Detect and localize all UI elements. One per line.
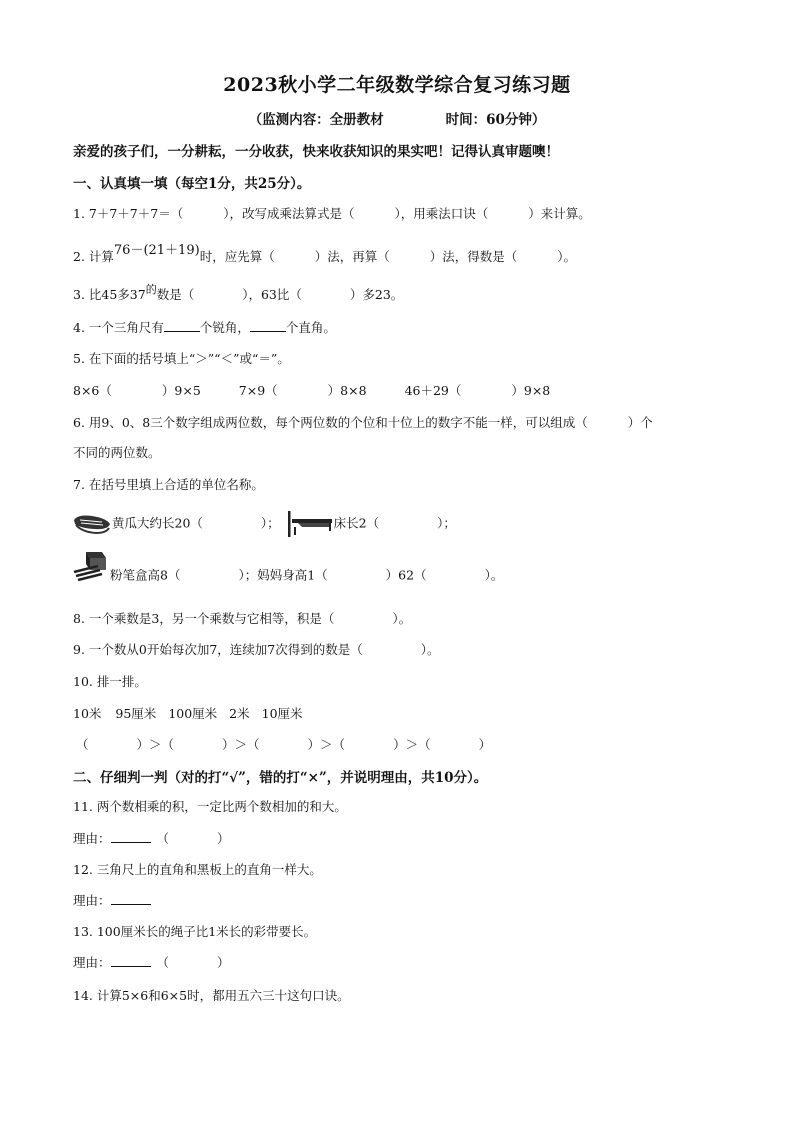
intro-text: 亲爱的孩子们，一分耕耘，一分收获，快来收获知识的果实吧！记得认真审题噢！ [73, 144, 559, 160]
question-9: 9. 一个数从0开始每次加7，连续加7次得到的数是（ ）。 [73, 642, 440, 657]
question-12-reason: 理由： [73, 891, 151, 909]
math-expression: 76－(21＋19) [113, 243, 200, 258]
question-4: 4. 一个三角尺有 个锐角， 个直角。 [73, 320, 336, 335]
question-10-items: 10米 95厘米 100厘米 2米 10厘米 [73, 706, 303, 721]
question-13: 13. 100厘米长的绳子比1米长的彩带要长。 [73, 924, 317, 939]
subtitle-scope: （监测内容：全册教材 [248, 112, 384, 128]
question-7-row-1: 黄瓜大约长20（ ）； 床长2（ ）； [72, 509, 456, 539]
reason-blank[interactable] [111, 831, 151, 843]
question-10-order: （ ）＞（ ）＞（ ）＞（ ）＞（ ） [76, 737, 492, 752]
question-11: 11. 两个数相乘的积，一定比两个数相加的和大。 [73, 799, 347, 814]
reason-blank[interactable] [111, 955, 151, 967]
question-2: 2. 计算76－(21＋19)时，应先算（ ）法，再算（ ）法，得数是（ ）。 [73, 243, 576, 264]
bed-icon [286, 509, 334, 539]
question-5-items: 8×6（ ）9×5 7×9（ ）8×8 46＋29（ ）9×8 [73, 383, 551, 398]
question-12: 12. 三角尺上的直角和黑板上的直角一样大。 [73, 862, 322, 877]
question-14: 14. 计算5×6和6×5时，都用五六三十这句口诀。 [73, 988, 350, 1003]
question-7: 7. 在括号里填上合适的单位名称。 [73, 477, 264, 492]
cucumber-icon [72, 512, 112, 536]
question-7-row-2: 粉笔盒高8（ ）；妈妈身高1（ ）62（ ）。 [72, 558, 503, 594]
section-1-heading: 一、认真填一填（每空1分，共25分）。 [73, 176, 311, 192]
answer-blank[interactable] [164, 320, 200, 332]
reason-blank[interactable] [111, 893, 151, 905]
section-2-heading: 二、仔细判一判（对的打“√”，错的打“×”，并说明理由，共10分）。 [73, 770, 488, 786]
question-5: 5. 在下面的括号填上“＞”“＜”或“＝”。 [73, 351, 290, 366]
question-6: 6. 用9、0、8三个数字组成两位数，每个两位数的个位和十位上的数字不能一样，可以组成（ ）个 [73, 415, 653, 430]
subtitle-time: 时间：60分钟） [445, 112, 546, 128]
question-1: 1. 7＋7＋7＋7＝（ ），改写成乘法算式是（ ），用乘法口诀（ ）来计算。 [73, 206, 591, 221]
page-title: 2023秋小学二年级数学综合复习练习题 [223, 74, 571, 96]
chalk-box-icon [72, 548, 110, 584]
question-13-reason: 理由： （ ） [73, 955, 230, 970]
question-11-reason: 理由： （ ） [73, 831, 230, 846]
answer-blank[interactable] [250, 320, 286, 332]
question-10: 10. 排一排。 [73, 674, 147, 689]
subtitle [0, 108, 794, 128]
question-3: 3. 比45多37的数是（ ），63比（ ）多23。 [73, 283, 404, 302]
question-6-cont: 不同的两位数。 [73, 445, 161, 460]
question-8: 8. 一个乘数是3，另一个乘数与它相等，积是（ ）。 [73, 611, 412, 626]
